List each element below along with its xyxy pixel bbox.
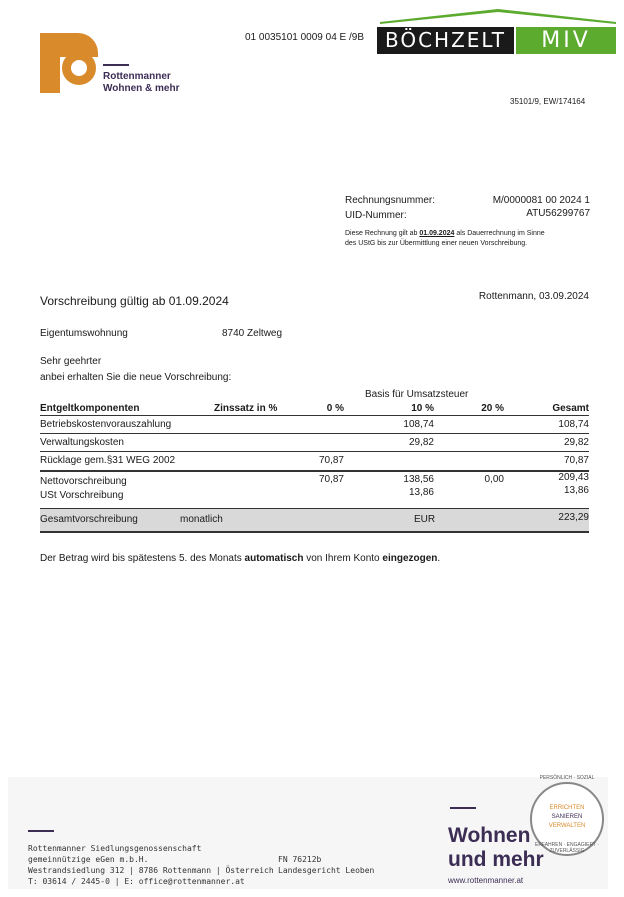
net-value-10pct: 138,56 xyxy=(403,474,434,485)
seal-badge xyxy=(530,775,604,856)
website-link[interactable]: www.rottenmanner.at xyxy=(448,876,524,885)
row-label: Verwaltungskosten xyxy=(40,437,124,448)
col-header-components: Entgeltkomponenten xyxy=(40,403,140,414)
grand-total-currency: EUR xyxy=(414,514,436,525)
row-total: 70,87 xyxy=(563,455,589,466)
invoice-note-line2: des UStG bis zur Übermittlung einer neuen Vorschreibung. xyxy=(345,240,528,247)
row-value-10pct: 108,74 xyxy=(403,419,434,430)
net-label: Nettovorschreibung xyxy=(40,476,127,487)
row-value-10pct: 29,82 xyxy=(408,437,434,448)
partner-logo-miv: MIV xyxy=(516,27,616,54)
grand-total-period: monatlich xyxy=(180,514,223,525)
row-value-0pct: 70,87 xyxy=(318,455,344,466)
partner-logo-boechzelt: BÖCHZELT xyxy=(377,27,514,54)
header-divider xyxy=(40,415,589,416)
invoice-note-pre: Diese Rechnung gilt ab xyxy=(345,230,418,237)
salutation: Sehr geehrter xyxy=(40,356,102,367)
brand-name-line2: Wohnen & mehr xyxy=(103,83,180,94)
row-total: 29,82 xyxy=(563,437,589,448)
col-header-total: Gesamt xyxy=(552,403,589,414)
col-header-rate: Zinssatz in % xyxy=(214,403,278,414)
debit-note-part: Der Betrag wird bis spätestens 5. des Monats xyxy=(40,553,242,564)
footer-company xyxy=(28,843,274,887)
object-location: 8740 Zeltweg xyxy=(222,328,283,339)
row-divider xyxy=(40,451,589,452)
seal-ring-text-bottom: ERFAHREN · ENGAGIERT · ZUVERLÄSSIG xyxy=(534,842,600,854)
net-total: 209,43 xyxy=(558,472,589,483)
row-total: 108,74 xyxy=(558,419,589,430)
place-date: Rottenmann, 03.09.2024 xyxy=(478,291,589,302)
intro-text: anbei erhalten Sie die neue Vorschreibung: xyxy=(40,372,232,383)
logo-dash xyxy=(103,64,129,66)
footer-register xyxy=(278,854,374,876)
subtotal-divider xyxy=(40,470,589,472)
reference-number: 01 0035101 0009 04 E /9B xyxy=(245,32,364,43)
wordmark-line2: und mehr xyxy=(448,848,544,871)
row-label: Rücklage gem.§31 WEG 2002 xyxy=(40,455,176,466)
footer-company-line1: Rottenmanner Siedlungsgenossenschaft xyxy=(28,844,202,853)
footer-company-line2: gemeinnützige eGen m.b.H. xyxy=(28,855,149,864)
seal-ring-word: ERFAHREN xyxy=(534,842,563,848)
footer-contact: T: 03614 / 2445-0 | E: office@rottenmanner.at xyxy=(28,877,245,886)
debit-note-emphasis: eingezogen xyxy=(382,553,438,564)
row-divider xyxy=(40,433,589,434)
vat-total: 13,86 xyxy=(563,485,589,496)
invoice-note xyxy=(345,229,595,249)
seal-ring-word: ENGAGIERT xyxy=(566,842,596,848)
seal-ring-word: SOZIAL xyxy=(576,775,595,781)
uid-label: UID-Nummer: xyxy=(345,210,407,221)
invoice-number-label: Rechnungsnummer: xyxy=(345,195,436,206)
seal-word-sanieren: SANIEREN xyxy=(551,814,583,820)
wordmark-line1: Wohnen xyxy=(448,824,531,847)
debit-note-part: von Ihrem Konto xyxy=(306,553,380,564)
vat-label: USt Vorschreibung xyxy=(40,490,124,501)
logo-mark-stem xyxy=(40,33,60,93)
debit-note-part: . xyxy=(437,553,441,564)
partner-roof-graphic xyxy=(380,8,616,26)
invoice-note-date: 01.09.2024 xyxy=(419,230,455,237)
col-header-20pct: 20 % xyxy=(481,403,504,414)
row-label: Betriebskostenvorauszahlung xyxy=(40,419,172,430)
object-type: Eigentumswohnung xyxy=(40,328,128,339)
invoice-note-post: als Dauerrechnung im Sinne xyxy=(456,230,545,237)
brand-name-line1: Rottenmanner xyxy=(103,71,171,82)
grand-total-label: Gesamtvorschreibung xyxy=(40,514,138,525)
debit-note-emphasis: automatisch xyxy=(244,553,304,564)
file-reference: 35101/9, EW/174164 xyxy=(510,97,586,106)
seal-word-errichten: ERRICHTEN xyxy=(549,805,585,811)
grand-total-value: 223,29 xyxy=(558,512,589,523)
invoice-number-value: M/0000081 00 2024 1 xyxy=(492,195,590,206)
seal-word-verwalten: VERWALTEN xyxy=(548,823,586,829)
direct-debit-note xyxy=(40,553,440,564)
seal-ring-word: PERSÖNLICH xyxy=(539,775,573,781)
uid-value: ATU56299767 xyxy=(526,208,590,219)
col-header-0pct: 0 % xyxy=(326,403,344,414)
seal-ring-word: ZUVERLÄSSIG xyxy=(549,848,585,854)
net-value-0pct: 70,87 xyxy=(318,474,344,485)
tax-base-header: Basis für Umsatzsteuer xyxy=(365,389,469,400)
footer-dash xyxy=(28,830,54,832)
footer-fn: FN 76212b xyxy=(278,855,322,864)
net-value-20pct: 0,00 xyxy=(484,474,504,485)
page-title: Vorschreibung gültig ab 01.09.2024 xyxy=(40,294,229,308)
col-header-10pct: 10 % xyxy=(411,403,434,414)
vat-value-10pct: 13,86 xyxy=(408,487,434,498)
seal-ring-text: PERSÖNLICH · SOZIAL xyxy=(539,775,595,781)
wordmark-dash xyxy=(450,807,476,809)
footer-court: Landesgericht Leoben xyxy=(278,866,375,875)
footer-address: Westrandsiedlung 312 | 8786 Rottenmann | Österreich xyxy=(28,866,274,875)
logo-mark-ring xyxy=(62,51,96,85)
